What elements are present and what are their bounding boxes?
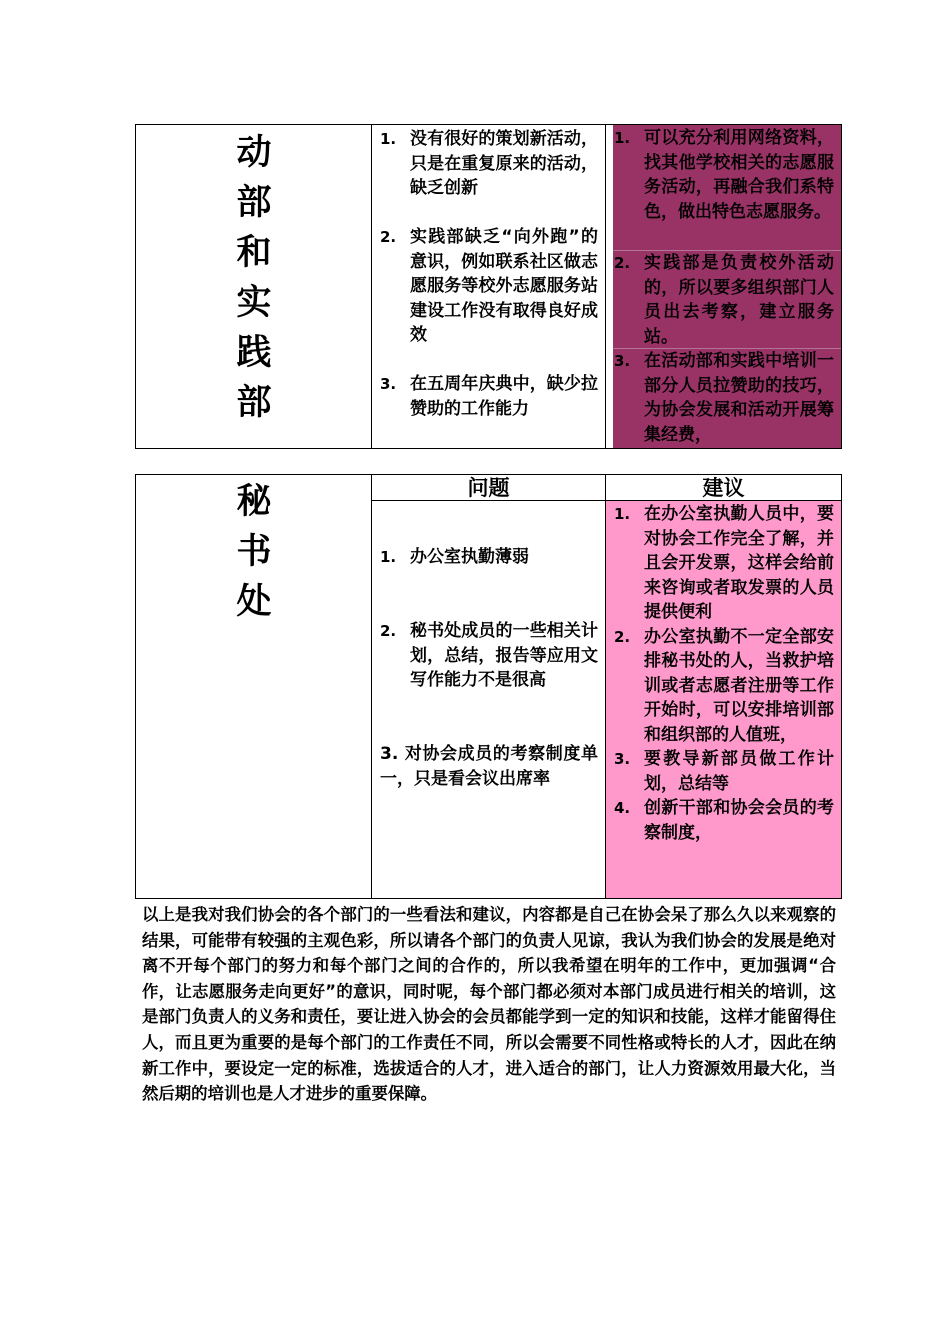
closing-paragraph: 以上是我对我们协会的各个部门的一些看法和建议，内容都是自己在协会呆了那么久以来观察的结果，可能带有较强的主观色彩，所以请各个部门的负责人见谅，我认为我们协会的发展是绝对离不开每个部门的努力和每个部门之间的合作的，所以我希望在明年的工作中，更加强调“合作，让志愿服务走向更好”的意识，同时呢，每个部门都必须对本部门成员进行相关的培训，这是部门负责人的义务和责任，要让进入协会的会员都能学到一定的知识和技能，这样才能留得住人，而且更为重要的是每个部门的工作责任不同，所以会需要不同性格或特长的人才，因此在纳新工作中，要设定一定的标准，选拔适合的人才，进入适合的部门，让人力资源效用最大化，当然后期的培训也是人才进步的重要保障。 (142, 905, 836, 1104)
column-divider (371, 475, 372, 898)
list-item: 3. 对协会成员的考察制度单一，只是看会议出席率 (380, 744, 598, 789)
column-divider (371, 125, 372, 448)
list-item: 4. 创新干部和协会会员的考察制度， (614, 798, 834, 843)
list-item: 3. 要教导新部员做工作计划，总结等 (614, 749, 834, 794)
column-divider (605, 125, 606, 448)
table-activity-practice-dept (135, 124, 842, 449)
list-item: 2. 秘书处成员的一些相关计划，总结，报告等应用文写作能力不是很高 (380, 621, 598, 690)
header-suggestion: 建议 (606, 475, 841, 501)
list-item: 2. 办公室执勤不一定全部安排秘书处的人，当救护培训或者志愿者注册等工作开始时，可以安排培训部和组织部的人值班， (614, 626, 834, 745)
list-item: 3. 在活动部和实践中培训一部分人员拉赞助的技巧，为协会发展和活动开展筹集经费， (614, 351, 834, 445)
dept-name-secretariat: 秘 书 处 (236, 482, 272, 622)
list-item: 1. 在办公室执勤人员中，要对协会工作完全了解，并且会开发票，这样会给前来咨询或者取发票的人员提供便利 (614, 504, 834, 622)
header-problem: 问题 (372, 475, 605, 501)
problem-list (380, 545, 598, 791)
list-item: 3. 在五周年庆典中，缺少拉赞助的工作能力 (380, 374, 598, 419)
problem-list (380, 127, 598, 421)
dept-name-activity-practice: 动 部 和 实 践 部 (236, 133, 272, 423)
list-item: 1. 可以充分利用网络资料，找其他学校相关的志愿服务活动，再融合我们系特色，做出特色志愿服务。 (614, 128, 834, 222)
list-item: 2. 实践部缺乏“向外跑”的意识，例如联系社区做志愿服务等校外志愿服务站建设工作没有取得良好成效 (380, 227, 598, 345)
table-secretariat (135, 474, 842, 899)
suggestion-list (614, 126, 834, 447)
list-item: 1. 办公室执勤薄弱 (380, 547, 529, 567)
list-item: 1. 没有很好的策划新活动，只是在重复原来的活动，缺乏创新 (380, 129, 598, 198)
suggestion-list (614, 502, 834, 845)
list-item: 2. 实践部是负责校外活动的，所以要多组织部门人员出去考察，建立服务站。 (614, 253, 834, 347)
